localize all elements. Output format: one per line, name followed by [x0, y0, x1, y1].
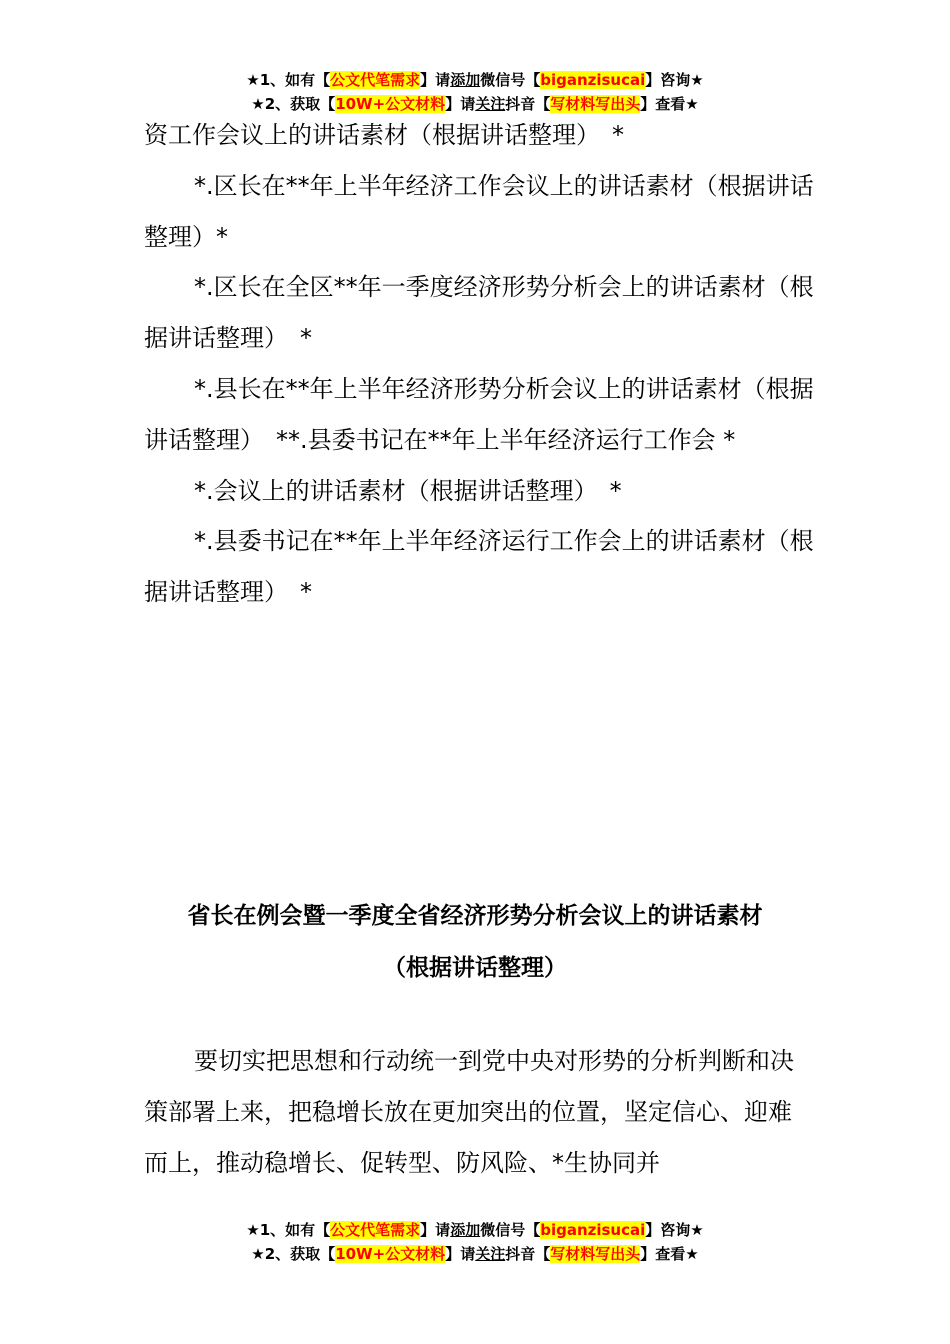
- banner-text: ★2、获取【: [251, 95, 336, 113]
- highlight-materials: 10W+公文材料: [335, 1245, 446, 1263]
- wechat-id: biganzisucai: [540, 71, 646, 89]
- underlined-word: 添加: [450, 71, 481, 89]
- douyin-account: 写材料写出头: [550, 95, 641, 113]
- underlined-word: 添加: [450, 1221, 481, 1239]
- wechat-id: biganzisucai: [540, 1221, 646, 1239]
- highlight-materials: 10W+公文材料: [335, 95, 446, 113]
- banner-text: 】请: [420, 71, 451, 89]
- article-title: [0, 890, 950, 994]
- banner-text: 抖音【: [505, 1245, 551, 1263]
- banner-line-1: [0, 68, 950, 92]
- toc-item: *.会议上的讲话素材（根据讲话整理） *: [194, 476, 622, 505]
- banner-text: 】请: [420, 1221, 451, 1239]
- banner-line-1: [0, 1218, 950, 1242]
- banner-text: 】查看★: [640, 1245, 699, 1263]
- toc-item: 资工作会议上的讲话素材（根据讲话整理） *: [144, 121, 624, 149]
- banner-line-2: [0, 1242, 950, 1266]
- banner-text: 抖音【: [505, 95, 551, 113]
- title-line-2: （根据讲话整理）: [383, 955, 567, 981]
- banner-text: 】请: [445, 95, 476, 113]
- header-banner: [0, 68, 950, 116]
- banner-text: ★1、如有【: [246, 71, 331, 89]
- banner-text: ★2、获取【: [251, 1245, 336, 1263]
- footer-banner: [0, 1218, 950, 1266]
- banner-text: ★1、如有【: [246, 1221, 331, 1239]
- banner-text: 】咨询★: [645, 71, 704, 89]
- toc-item: *.县委书记在**年上半年经济运行工作会上的讲话素材（根据讲话整理） *: [144, 527, 814, 607]
- body-paragraph: 要切实把思想和行动统一到党中央对形势的分析判断和决策部署上来，把稳增长放在更加突出的位置，坚定信心、迎难而上，推动稳增长、促转型、防风险、*生协同并: [144, 1047, 794, 1177]
- banner-text: 】请: [445, 1245, 476, 1263]
- banner-text: 微信号【: [480, 1221, 541, 1239]
- highlight-service: 公文代笔需求: [330, 1221, 421, 1239]
- toc-item: *.区长在**年上半年经济工作会议上的讲话素材（根据讲话整理）*: [144, 171, 814, 251]
- douyin-account: 写材料写出头: [550, 1245, 641, 1263]
- highlight-service: 公文代笔需求: [330, 71, 421, 89]
- underlined-word: 关注: [475, 1245, 506, 1263]
- banner-text: 】咨询★: [645, 1221, 704, 1239]
- article-body: [144, 1036, 814, 1188]
- toc-item: *.区长在全区**年一季度经济形势分析会上的讲话素材（根据讲话整理） *: [144, 273, 814, 353]
- banner-text: 】查看★: [640, 95, 699, 113]
- title-line-1: 省长在例会暨一季度全省经济形势分析会议上的讲话素材: [187, 903, 763, 929]
- banner-text: 微信号【: [480, 71, 541, 89]
- toc-item: *.县长在**年上半年经济形势分析会议上的讲话素材（根据讲话整理） **.县委书记在**年上半年经济运行工作会 *: [144, 374, 814, 454]
- underlined-word: 关注: [475, 95, 506, 113]
- toc-list: [144, 110, 814, 618]
